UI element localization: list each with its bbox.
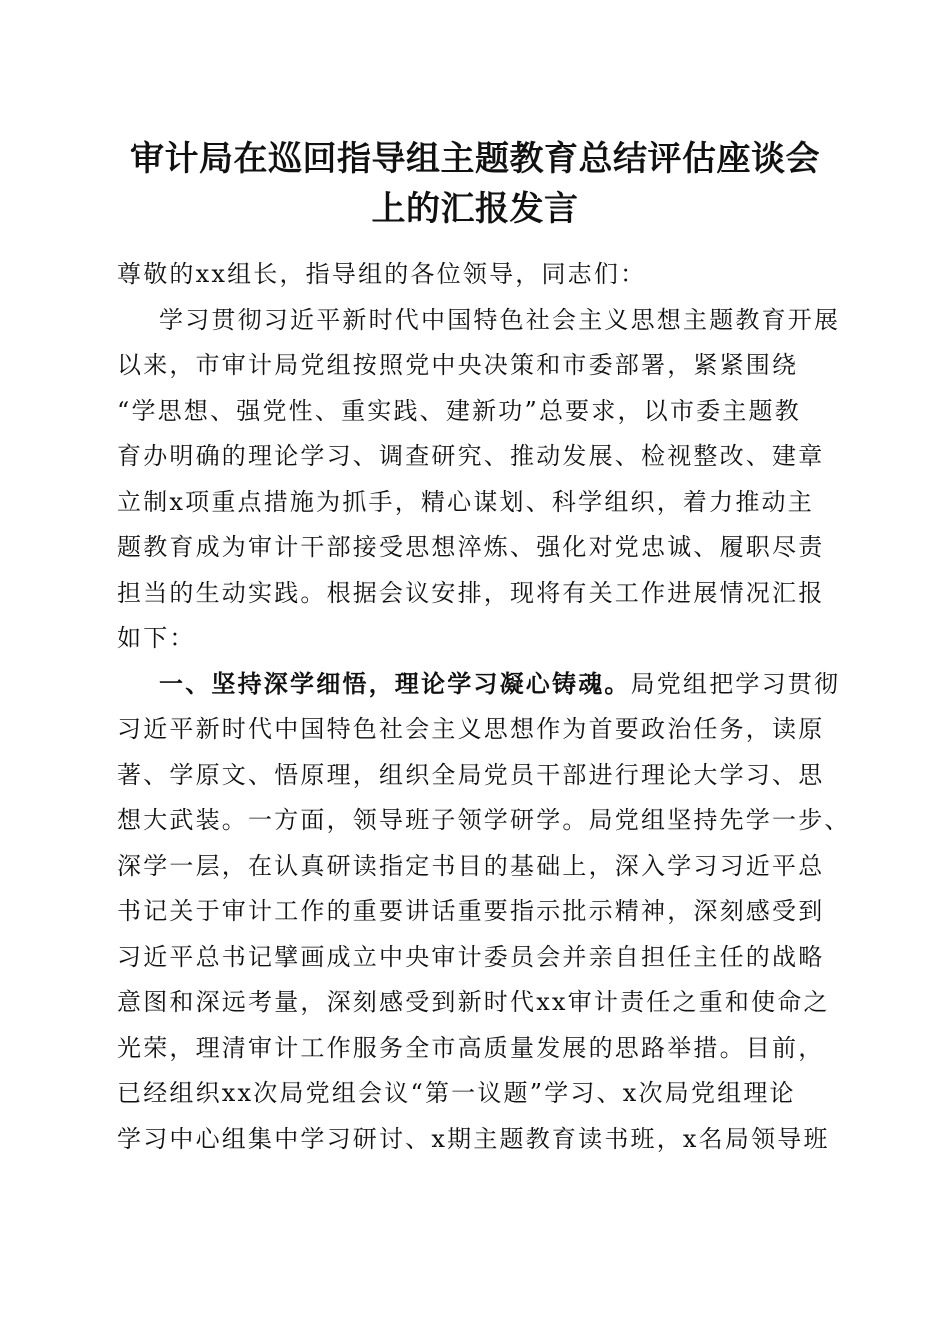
paragraph-line: 已经组织xx次局党组会议“第一议题”学习、x次局党组理论 (117, 1079, 796, 1107)
document-body (117, 252, 851, 1162)
section-first-line (117, 662, 841, 708)
paragraph-line: 以来，市审计局党组按照党中央决策和市委部署，紧紧围绕 (117, 351, 799, 379)
paragraph-line: 题教育成为审计干部接受思想淬炼、强化对党忠诚、履职尽责 (117, 533, 825, 561)
paragraph-line: 如下： (117, 624, 196, 652)
paragraph-line: 立制x项重点措施为抓手，精心谋划、科学组织，着力推动主 (117, 487, 814, 516)
paragraph-line: 学习中心组集中学习研讨、x期主题教育读书班，x名局领导班 (117, 1124, 830, 1153)
paragraph-line: “学思想、强党性、重实践、建新功”总要求，以市委主题教 (117, 396, 801, 425)
paragraph-line: 著、学原文、悟原理，组织全局党员干部进行理论大学习、思 (117, 760, 825, 789)
paragraph-line: 习近平新时代中国特色社会主义思想作为首要政治任务，读原 (117, 715, 825, 743)
section-heading: 一、坚持深学细悟，理论学习凝心铸魂。 (159, 669, 631, 698)
salutation: 尊敬的xx组长，指导组的各位领导，同志们： (117, 260, 647, 288)
paragraph-line: 光荣，理清审计工作服务全市高质量发展的思路举措。目前， (117, 1033, 825, 1062)
paragraph-line: 深学一层，在认真研读指定书目的基础上，深入学习习近平总 (117, 851, 825, 880)
paragraph-line: 意图和深远考量，深刻感受到新时代xx审计责任之重和使命之 (117, 988, 830, 1016)
paragraph-line: 想大武装。一方面，领导班子领学研学。局党组坚持先学一步、 (117, 806, 851, 834)
paragraph-line: 学习贯彻习近平新时代中国特色社会主义思想主题教育开展 (159, 305, 841, 334)
title-line: 上的汇报发言 (371, 189, 579, 229)
paragraph-line: 习近平总书记擘画成立中央审计委员会并亲自担任主任的战略 (117, 942, 825, 971)
title-line: 审计局在巡回指导组主题教育总结评估座谈会 (130, 139, 820, 179)
paragraph-line: 育办明确的理论学习、调查研究、推动发展、检视整改、建章 (117, 442, 825, 470)
section-heading-rest: 局党组把学习贯彻 (630, 669, 841, 698)
document-title (110, 134, 840, 234)
paragraph-line: 书记关于审计工作的重要讲话重要指示批示精神，深刻感受到 (117, 897, 825, 925)
paragraph-line: 担当的生动实践。根据会议安排，现将有关工作进展情况汇报 (117, 578, 825, 607)
